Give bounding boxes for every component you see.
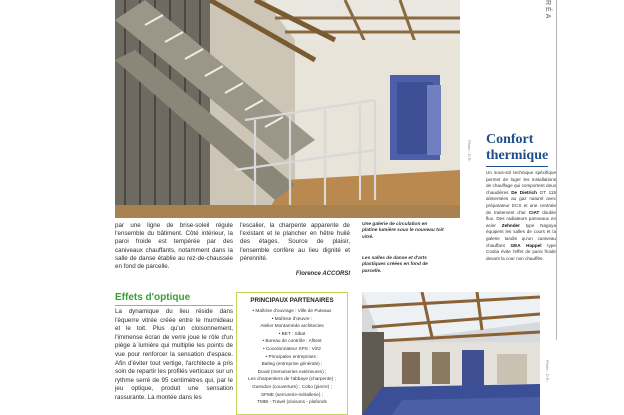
confort-text-run: Un sous-sol technique spécifique permet de loger les installations de chauffage qui comportent deux chaudières: [486, 170, 556, 195]
photo-bottom-dance-hall: [362, 292, 540, 415]
photo-credit-top: Photo : D.R.: [467, 140, 472, 162]
brand-name: Zehnder: [501, 222, 520, 228]
confort-title-underline: [486, 166, 548, 167]
caption-galerie: Une galerie de circulation en platine lumière sous le nouveau toit vitré.: [362, 222, 444, 240]
partner-item: Atelier Montarnède architectes: [260, 323, 324, 329]
partner-item: Duval (menuiseries extérieures) ;: [257, 368, 327, 374]
body-text-left-top: par une ligne de brise-soleil régule l'ensemble du bâtiment. Côté intérieur, la paroi froide est tempérée par des caniveaux chauffants, notamment dans la salle de danse établie au rez-de-chaussée en fond de parcelle.: [115, 222, 233, 271]
body-text-left-bottom: La dynamique du lieu réside dans l'équerre vitrée créée entre le murnideau et le toit. Plus qu'un cloisonnement, l'immense écran de verre joue le rôle d'un piège à lumière qui multiplie les points de vue pour renforcer la sensation d'espace. Afin d'éviter tout vertige, l'architecte a pris soin de repartir les profilés verticaux sur un rythme serré de 95 centimètres qui, par le jeu optique, produit une sensation rassurante. La montée dans les: [115, 308, 233, 401]
confort-text-run: type Coolia évite l'effet de paroi froide devant la cour non chauffée.: [486, 242, 556, 261]
partner-item: • BET : Sibat: [278, 330, 306, 336]
partners-list: [237, 307, 347, 406]
partner-item: Guesdon (couverture) ; Cobo (pierre) ;: [252, 383, 332, 389]
partner-item: • Maîtrise d'ouvrage : Ville de Puteaux: [252, 308, 332, 313]
partners-title: PRINCIPAUX PARTENAIRES: [250, 297, 334, 304]
partner-item: • Coordonnateur SPS : Virtz: [262, 345, 322, 351]
confort-thermique-title: Confort thermique: [486, 132, 549, 163]
partner-item: Les charpentiers de l'abbaye (charpente) ;: [248, 376, 336, 382]
effets-title-underline: [115, 305, 233, 306]
partner-item: Batleg (entreprise générale) ;: [261, 361, 323, 367]
article-author: Florence ACCORSI: [295, 271, 350, 277]
partner-item: • Maîtrise d'œuvre :: [271, 315, 313, 321]
column-rule: [556, 0, 557, 340]
confort-text-run: type Nagoya équipent les salles de cours et la galerie tandis qu'un caniveau chauffant: [486, 222, 557, 248]
effets-optique-title: Effets d'optique: [115, 292, 191, 303]
section-vertical-title: RÉA: [544, 0, 551, 21]
confort-text-run: double flux. Des radiateurs panneaux en acier: [486, 209, 556, 228]
brand-name: GEA Happel: [510, 242, 542, 248]
partner-item: • Principales entreprises :: [265, 353, 319, 359]
photo-top-illustration: [115, 0, 460, 218]
photo-credit-bottom: Photo : D.R.: [545, 360, 550, 382]
photo-top-staircase: [115, 0, 460, 218]
partner-item: SFME (serrurerie-métallerie) ;: [261, 391, 323, 397]
partners-box: [236, 292, 348, 415]
confort-thermique-body: [486, 170, 556, 262]
partner-item: • Bureau de contrôle : Afitest: [262, 338, 322, 344]
brand-name: CIAT: [528, 209, 540, 215]
photo-bottom-illustration: [362, 292, 540, 415]
brand-name: De Dietrich: [511, 189, 537, 195]
confort-text-run: GT 115 alimentées au gaz naturel avec préparateur ECS et une centrale de traitement d'air: [486, 189, 556, 215]
partner-item: TMBI - Travel (cloisons - plafonds: [257, 399, 327, 405]
caption-salles: Les salles de danse et d'arts plastiques créées en fond de parcelle.: [362, 256, 428, 274]
body-text-middle: l'escalier, la charpente apparente de l'existant et le plancher en hêtre huilé des étages. Source de plaisir, l'ensemble confère au lieu dignité et pérennité.: [240, 222, 350, 262]
